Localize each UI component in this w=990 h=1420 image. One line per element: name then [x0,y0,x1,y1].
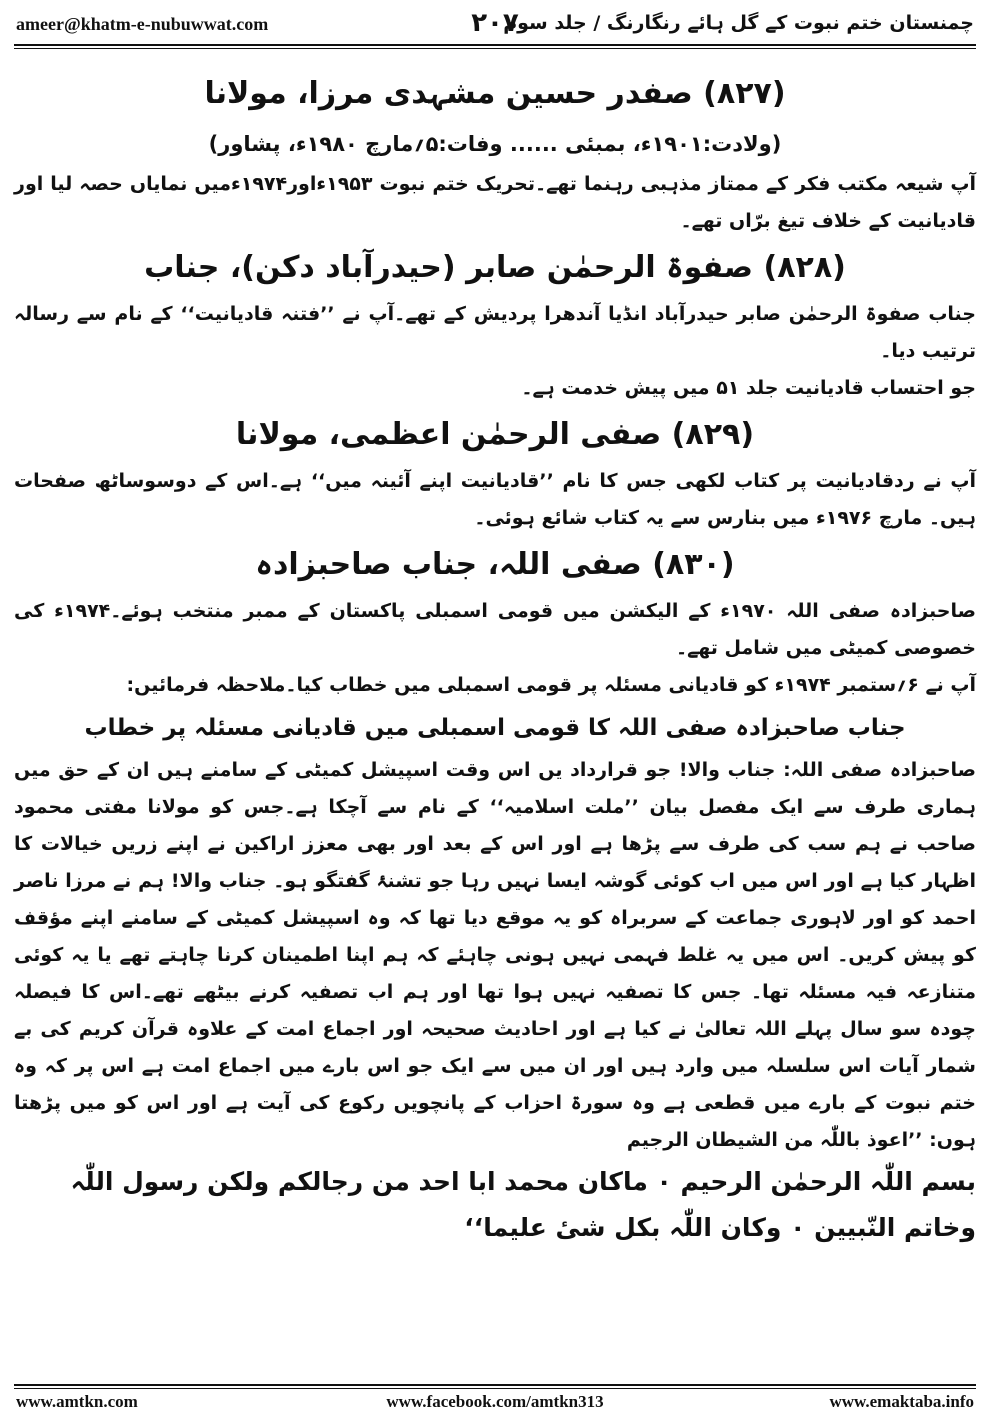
page-header [16,8,974,40]
entry-heading-828: (۸۲۸) صفوۃ الرحمٰن صابر (حیدرآباد دکن)، جناب [144,250,846,285]
quran-quote: بسم اللّٰہ الرحمٰن الرحیم ۰ ماکان محمد ابا احد من رجالکم ولکن رسول اللّٰہ وخاتم النّبیین ۰ وکان اللّٰہ بکل شیٔ علیما‘‘ [70,1167,976,1242]
header-divider-thin [14,48,976,49]
entry-paragraph: صاحبزادہ صفی اللہ ۱۹۷۰ء کے الیکشن میں قومی اسمبلی پاکستان کے ممبر منتخب ہوئے۔۱۹۷۴ء کی خصوصی کمیٹی میں شامل تھے۔ [14,600,976,659]
entry-heading-827: (۸۲۷) صفدر حسین مشہدی مرزا، مولانا [204,76,786,111]
entry-paragraph: جو احتساب قادیانیت جلد ۵۱ میں پیش خدمت ہے۔ [521,377,976,399]
header-email[interactable]: ameer@khatm-e-nubuwwat.com [16,14,269,34]
speech-speaker: صاحبزادہ صفی اللہ: [783,759,977,781]
entry-paragraph: آپ نے ردقادیانیت پر کتاب لکھی جس کا نام ’’قادیانیت اپنے آئینہ میں‘‘ ہے۔اس کے دوسوساٹھ صفحات ہیں۔ مارچ ۱۹۷۶ء میں بنارس سے یہ کتاب شائع ہوئی۔ [14,470,976,529]
speech-text: جناب والا! جو قرارداد یں اس وقت اسپیشل کمیٹی کے سامنے ہیں ان کے حق میں ہماری طرف سے ایک مفصل بیان ’’ملت اسلامیہ‘‘ کے نام سے آچکا ہے۔جس کو مولانا مفتی محمود صاحب نے ہم سب کی طرف سے پڑھا ہے اور اس کے بعد اور بھی معزز اراکین نے اپنے زریں خیالات کا اظہار کیا ہے اور اس میں اب کوئی گوشہ ایسا نہیں رہا جو تشنۂ گفتگو ہو۔ جناب والا! ہم نے مرزا ناصر احمد کو اور لاہوری جماعت کے سربراہ کو یہ موقع دیا تھا کہ وہ اسپیشل کمیٹی کے سامنے اپنے مؤقف کو پیش کریں۔ اس میں یہ غلط فہمی نہیں ہونی چاہئے کہ ہم اپنا اطمینان کرنا چاہتے تھے یا یہ کوئی متنازعہ فیہ مسئلہ تھا۔ جس کا تصفیہ نہیں ہوا تھا اور ہم اب تصفیہ کرنے بیٹھے تھے۔اس کا فیصلہ چودہ سو سال پہلے اللہ تعالیٰ نے کیا ہے اور احادیث صحیحہ اور اجماع امت کے علاوہ قرآن کریم کی بے شمار آیات اس سلسلہ میں وارد ہیں اور ان میں سے ایک جو اس بارے میں اجماع امت ہے اس پر کہ وہ ختم نبوت کے بارے میں قطعی ہے وہ سورۃ احزاب کے پانچویں رکوع کی آیت ہے اور اس کو میں پڑھتا ہوں: ’’اعوذ باللّٰہ من الشیطان الرجیم [14,759,977,1151]
footer-link-facebook[interactable]: www.facebook.com/amtkn313 [386,1392,604,1411]
page-footer [16,1392,974,1416]
entry-paragraph: جناب صفوۃ الرحمٰن صابر حیدرآباد انڈیا آندھرا پردیش کے تھے۔آپ نے ’’فتنہ قادیانیت‘‘ کے نام سے رسالہ ترتیب دیا۔ [14,303,976,362]
entry-dates-827: (ولادت:۱۹۰۱ء، بمبئی ...... وفات:۵؍مارچ ۱۹۸۰ء، پشاور) [208,132,782,156]
entry-paragraph: آپ نے ۶؍ستمبر ۱۹۷۴ء کو قادیانی مسئلہ پر قومی اسمبلی میں خطاب کیا۔ملاحظہ فرمائیں: [126,674,976,696]
page-content [14,66,976,1251]
entry-heading-830: (۸۳۰) صفی اللہ، جناب صاحبزادہ [255,547,735,582]
footer-divider [14,1384,976,1386]
speech-body [14,752,976,1159]
page-number: ۲۰۷ [471,8,519,38]
speech-title: جناب صاحبزادہ صفی اللہ کا قومی اسمبلی میں قادیانی مسئلہ پر خطاب [84,715,906,741]
header-divider [14,44,976,46]
footer-link-emaktaba[interactable]: www.emaktaba.info [829,1392,974,1411]
footer-divider-thin [14,1388,976,1389]
footer-link-amtkn[interactable]: www.amtkn.com [16,1392,138,1411]
entry-heading-829: (۸۲۹) صفی الرحمٰن اعظمی، مولانا [235,417,755,452]
book-title: چمنستان ختم نبوت کے گل ہائے رنگارنگ / جلد سوم [503,12,974,34]
entry-paragraph: آپ شیعہ مکتب فکر کے ممتاز مذہبی رہنما تھے۔تحریک ختم نبوت ۱۹۵۳ءاور۱۹۷۴ءمیں نمایاں حصہ لیا اور قادیانیت کے خلاف تیغ برّاں تھے۔ [14,173,977,232]
